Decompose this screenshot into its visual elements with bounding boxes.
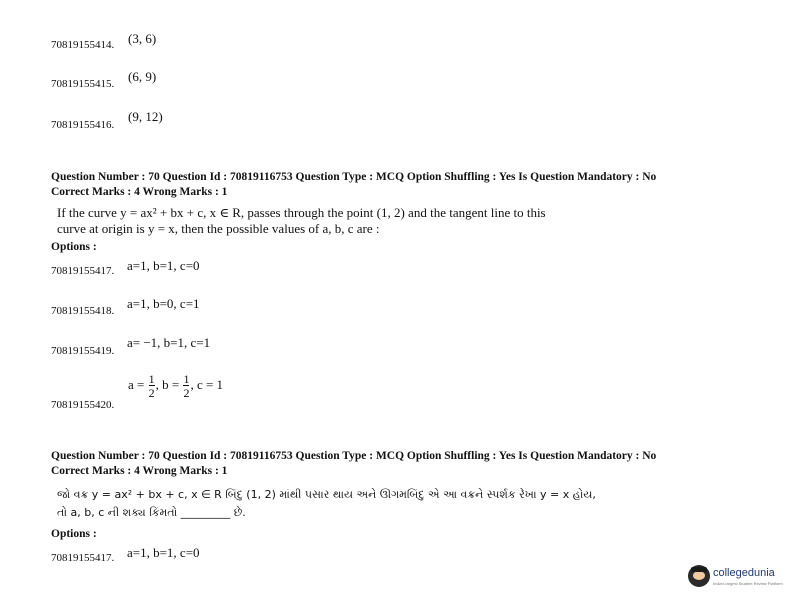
question-text-line-1: If the curve y = ax² + bx + c, x ∈ R, passes through the point (1, 2) and the tangent line to this bbox=[57, 205, 546, 220]
question-marks: Correct Marks : 4 Wrong Marks : 1 bbox=[51, 465, 228, 477]
fraction-b-numerator: 1 bbox=[183, 372, 190, 386]
option-text: a=1, b=1, c=0 bbox=[127, 258, 200, 273]
option-id: 70819155416. bbox=[51, 119, 115, 131]
logo-tagline: India's largest Student Review Platform bbox=[713, 581, 783, 586]
fraction-a-prefix: a = bbox=[128, 376, 145, 392]
option-text-fraction bbox=[128, 373, 223, 399]
question-header: Question Number : 70 Question Id : 70819116753 Question Type : MCQ Option Shuffling : Yes Is Question Mandatory : No bbox=[51, 450, 657, 462]
fraction-a-denominator: 2 bbox=[148, 386, 155, 400]
option-id: 70819155415. bbox=[51, 78, 115, 90]
collegedunia-logo-icon bbox=[688, 565, 710, 587]
option-id: 70819155417. bbox=[51, 265, 115, 277]
question-header: Question Number : 70 Question Id : 70819116753 Question Type : MCQ Option Shuffling : Yes Is Question Mandatory : No bbox=[51, 171, 657, 183]
option-text: (6, 9) bbox=[128, 69, 157, 84]
option-id: 70819155414. bbox=[51, 39, 115, 51]
option-text: a= −1, b=1, c=1 bbox=[127, 335, 211, 350]
option-text: a=1, b=0, c=1 bbox=[127, 296, 200, 311]
fraction-c-suffix: , c = 1 bbox=[190, 376, 224, 392]
option-id: 70819155418. bbox=[51, 305, 115, 317]
option-id: 70819155419. bbox=[51, 345, 115, 357]
options-label: Options : bbox=[51, 528, 97, 540]
logo-name: collegedunia bbox=[713, 567, 775, 579]
fraction-b bbox=[183, 373, 189, 399]
fraction-a bbox=[149, 373, 155, 399]
option-id: 70819155420. bbox=[51, 399, 115, 411]
option-text: (9, 12) bbox=[128, 109, 163, 124]
fraction-b-denominator: 2 bbox=[183, 386, 190, 400]
question-text-line-1: જો વક્ર y = ax² + bx + c, x ∈ R બિંદુ (1, 2) માંથી પસાર થાય અને ઊગમબિંદુ એ આ વક્રને સ્પર્શક રેખા y = x હોય, bbox=[57, 488, 596, 501]
question-text-line-2: curve at origin is y = x, then the possible values of a, b, c are : bbox=[57, 221, 380, 236]
option-text: (3, 6) bbox=[128, 31, 157, 46]
option-id: 70819155417. bbox=[51, 552, 115, 564]
question-text-line-2: તો a, b, c ની શક્ય કિંમતો _________ છે. bbox=[57, 506, 246, 519]
fraction-b-prefix: , b = bbox=[155, 376, 180, 392]
question-marks: Correct Marks : 4 Wrong Marks : 1 bbox=[51, 186, 228, 198]
options-label: Options : bbox=[51, 241, 97, 253]
option-text: a=1, b=1, c=0 bbox=[127, 545, 200, 560]
fraction-a-numerator: 1 bbox=[148, 372, 155, 386]
